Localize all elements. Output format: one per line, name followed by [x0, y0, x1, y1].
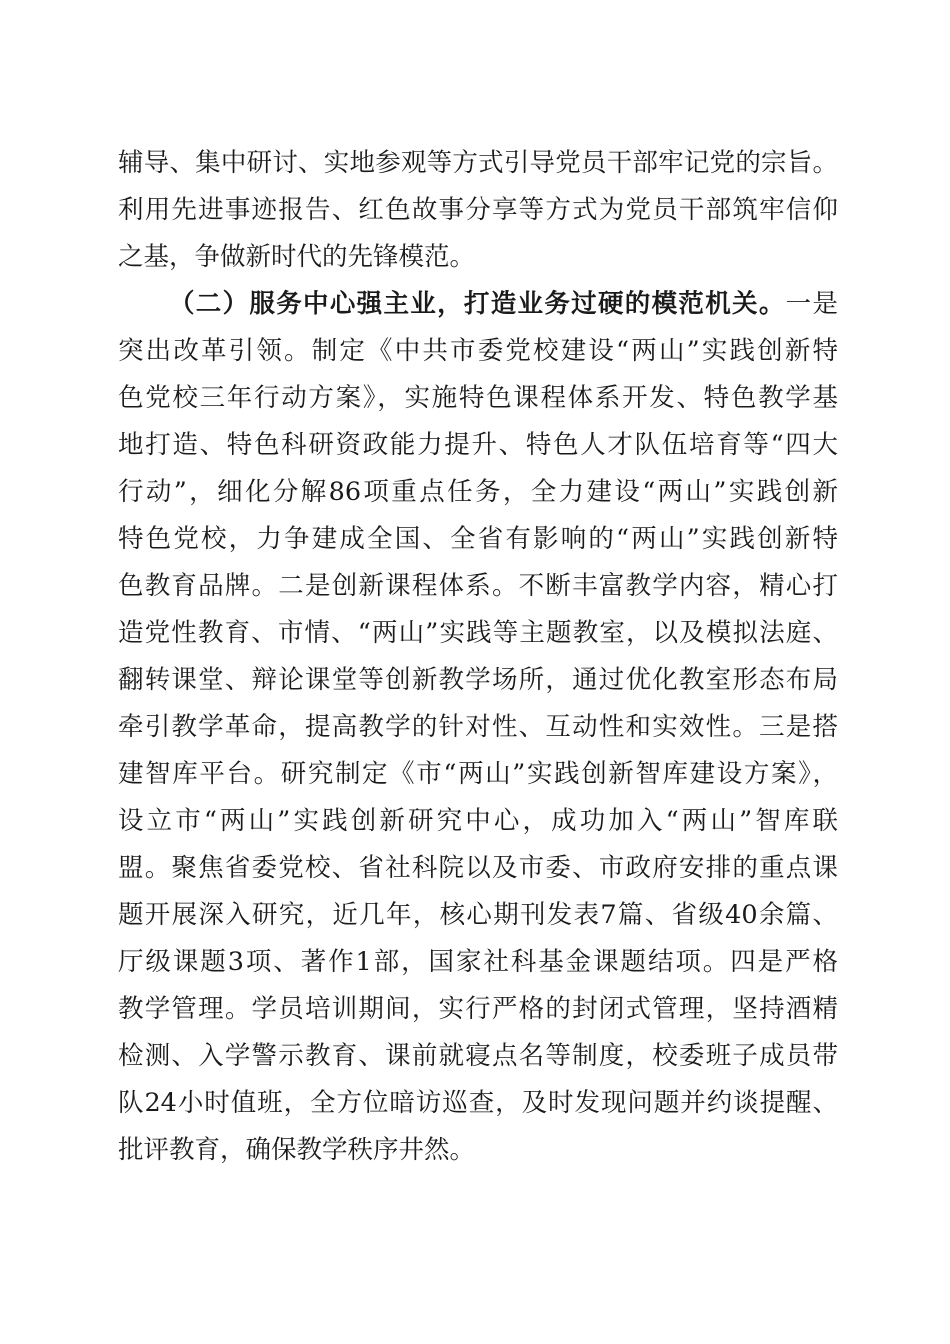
body-text	[118, 140, 838, 1174]
text-line: 盟。聚焦省委党校、省社科院以及市委、市政府安排的重点课	[118, 853, 838, 883]
text-line: 教学管理。学员培训期间，实行严格的封闭式管理，坚持酒精	[118, 994, 838, 1024]
section-heading: （二）服务中心强主业，打造业务过硬的模范机关。	[169, 289, 786, 319]
text-line: 突出改革引领。制定《中共市委党校建设“两山”实践创新特	[118, 336, 838, 366]
text-line: 建智库平台。研究制定《市“两山”实践创新智库建设方案》，	[118, 759, 838, 789]
text-line: 行动”，细化分解86项重点任务，全力建设“两山”实践创新	[118, 477, 838, 507]
text-line: 辅导、集中研讨、实地参观等方式引导党员干部牢记党的宗旨。	[118, 148, 838, 178]
text-line: 队24小时值班，全方位暗访巡查，及时发现问题并约谈提醒、	[118, 1088, 838, 1118]
text-run: 一是	[785, 289, 838, 319]
text-line: 批评教育，确保教学秩序井然。	[118, 1135, 476, 1165]
text-line: 地打造、特色科研资政能力提升、特色人才队伍培育等“四大	[118, 430, 838, 460]
text-line: 题开展深入研究，近几年，核心期刊发表7篇、省级40余篇、	[118, 900, 838, 930]
text-line: 之基，争做新时代的先锋模范。	[118, 242, 476, 272]
text-line: 利用先进事迹报告、红色故事分享等方式为党员干部筑牢信仰	[118, 195, 838, 225]
section-heading-line	[118, 281, 838, 328]
text-line: 色党校三年行动方案》，实施特色课程体系开发、特色教学基	[118, 383, 838, 413]
text-line: 造党性教育、市情、“两山”实践等主题教室，以及模拟法庭、	[118, 618, 838, 648]
text-line: 色教育品牌。二是创新课程体系。不断丰富教学内容，精心打	[118, 571, 838, 601]
text-line: 特色党校，力争建成全国、全省有影响的“两山”实践创新特	[118, 524, 838, 554]
text-line: 设立市“两山”实践创新研究中心，成功加入“两山”智库联	[118, 806, 838, 836]
text-line: 厅级课题3项、著作1部，国家社科基金课题结项。四是严格	[118, 947, 838, 977]
text-line: 翻转课堂、辩论课堂等创新教学场所，通过优化教室形态布局	[118, 665, 838, 695]
text-line: 牵引教学革命，提高教学的针对性、互动性和实效性。三是搭	[118, 712, 838, 742]
text-line: 检测、入学警示教育、课前就寝点名等制度，校委班子成员带	[118, 1041, 838, 1071]
